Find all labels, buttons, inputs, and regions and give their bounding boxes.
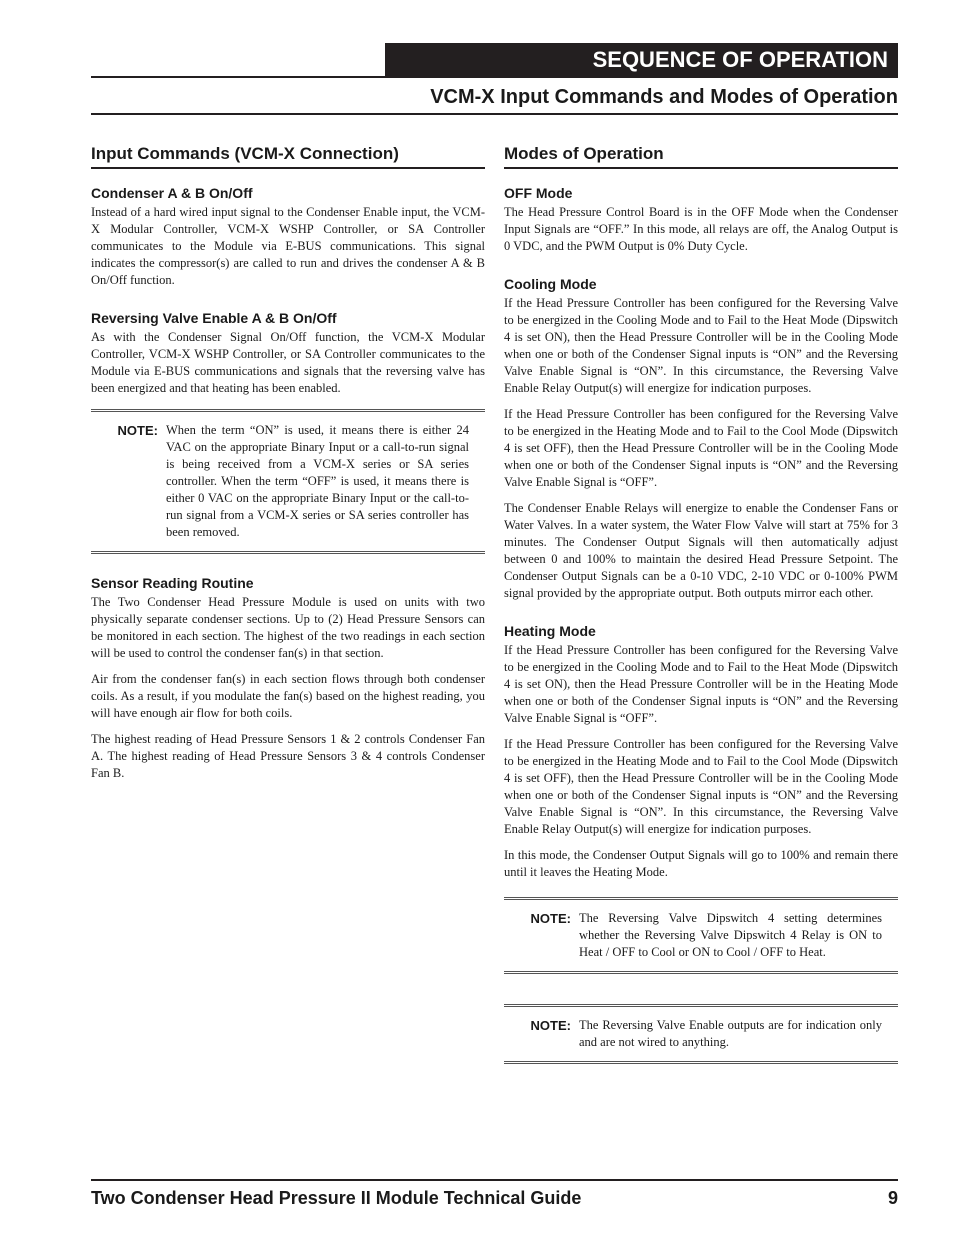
note-text: The Reversing Valve Enable outputs are for indication only and are not wired to anything. [579, 1018, 882, 1049]
note-label: NOTE: [530, 911, 571, 926]
cooling-mode-heading: Cooling Mode [504, 276, 597, 292]
header-rule [91, 76, 898, 78]
footer-rule [91, 1179, 898, 1181]
page-subtitle: VCM-X Input Commands and Modes of Operation [430, 86, 898, 108]
note-label: NOTE: [530, 1018, 571, 1033]
sensor-heading: Sensor Reading Routine [91, 575, 254, 591]
section-header: SEQUENCE OF OPERATION [385, 43, 898, 77]
note-box-on-off [91, 409, 485, 554]
heating-mode-heading: Heating Mode [504, 623, 596, 639]
off-mode-text: The Head Pressure Control Board is in the OFF Mode when the Condenser Input Signals are “OFF.” In this mode, all relays are off, the Analog Output is 0 VDC, and the PWM Output is 0% Duty Cycle. [504, 205, 898, 253]
sensor-p1: The Two Condenser Head Pressure Module is used on units with two physically separate condenser sections. Up to (2) Head Pressure Sensors can be monitored in each section. The highest of the two readings in each section will be used to control the condenser fan(s) in that section. [91, 595, 485, 660]
cooling-p3: The Condenser Enable Relays will energize to enable the Condenser Fans or Water Valves. In a water system, the Water Flow Valve will start at 75% for 3 minutes. The Condenser Output Signals will then automatically adjust between 0 and 100% to maintain the desired Head Pressure Setpoint. The Condenser Output Signals can be a 0-10 VDC, 2-10 VDC or 0-100% PWM signal provided by the appropriate output. Both outputs mirror each other. [504, 501, 898, 600]
left-column [91, 143, 485, 791]
sensor-p2: Air from the condenser fan(s) in each section flows through both condenser coils. As a result, if you modulate the fan(s) based on the highest reading, you will have enough air flow for both coils. [91, 672, 485, 720]
footer-title: Two Condenser Head Pressure II Module Technical Guide [91, 1188, 582, 1208]
note-text: When the term “ON” is used, it means there is either 24 VAC on the appropriate Binary Input or a call-to-run signal is being received from a VCM-X series or SA series controller. When the term “OFF” is used, it means there is either 0 VAC on the appropriate Binary Input or the call-to-run signal from a VCM-X series or SA series controller has been removed. [166, 423, 469, 539]
heating-p1: If the Head Pressure Controller has been configured for the Reversing Valve to be energized in the Cooling Mode and to Fail to the Heat Mode (Dipswitch 4 is set ON), then the Head Pressure Controller will be in the Heating Mode when one or both of the Condenser Signal inputs is “ON” and the Reversing Valve Enable Signal is “OFF”. [504, 643, 898, 725]
note-label: NOTE: [117, 423, 158, 438]
note-box-indication [504, 1004, 898, 1064]
heating-p2: If the Head Pressure Controller has been configured for the Reversing Valve to be energized in the Heating Mode and to Fail to the Cool Mode (Dipswitch 4 is set OFF), then the Head Pressure Controller will be in the Cooling Mode when one or both of the Condenser Signal inputs is “ON” and the Reversing Valve Enable Signal is “ON”. In this circumstance, the Reversing Valve Enable Relay Output(s) will energize for indication purposes. [504, 737, 898, 836]
page-number: 9 [887, 1188, 898, 1208]
modes-title: Modes of Operation [504, 143, 898, 169]
input-commands-title: Input Commands (VCM-X Connection) [91, 143, 485, 169]
cooling-p1: If the Head Pressure Controller has been configured for the Reversing Valve to be energized in the Cooling Mode and to Fail to the Heat Mode (Dipswitch 4 is set ON), then the Head Pressure Controller will be in the Cooling Mode when one or both of the Condenser Signal inputs is “ON” and the Reversing Valve Enable Signal is “ON”. In this circumstance, the Reversing Valve Enable Relay Output(s) will energize for indication purposes. [504, 296, 898, 395]
heating-p3: In this mode, the Condenser Output Signals will go to 100% and remain there until it leaves the Heating Mode. [504, 848, 898, 879]
subtitle-rule [91, 113, 898, 115]
cooling-p2: If the Head Pressure Controller has been configured for the Reversing Valve to be energized in the Heating Mode and to Fail to the Cool Mode (Dipswitch 4 is set OFF), then the Head Pressure Controller will be in the Cooling Mode when one or both of the Condenser Signal inputs is “ON” and the Reversing Valve Enable Signal is “OFF”. [504, 407, 898, 489]
condenser-text: Instead of a hard wired input signal to the Condenser Enable input, the VCM-X Modular Controller, VCM-X WSHP Controller, or SA Controller communicates to the Module via E-BUS communications. This signal indicates the compressor(s) are called to run and drives the condenser A & B On/Off function. [91, 205, 485, 287]
reversing-heading: Reversing Valve Enable A & B On/Off [91, 310, 337, 326]
off-mode-heading: OFF Mode [504, 185, 573, 201]
note-box-dipswitch [504, 897, 898, 974]
note-text: The Reversing Valve Dipswitch 4 setting determines whether the Reversing Valve Dipswitch 4 Relay is ON to Heat / OFF to Cool or ON to Cool / OFF to Heat. [579, 911, 882, 959]
condenser-heading: Condenser A & B On/Off [91, 185, 253, 201]
right-column [504, 143, 898, 1078]
sensor-p3: The highest reading of Head Pressure Sensors 1 & 2 controls Condenser Fan A. The highest reading of Head Pressure Sensors 3 & 4 controls Condenser Fan B. [91, 732, 485, 780]
reversing-text: As with the Condenser Signal On/Off function, the VCM-X Modular Controller, VCM-X WSHP Controller, or SA Controller communicates to the Module via E-BUS communications and signals that the reversing valve has been energized and that heating has been enabled. [91, 330, 485, 395]
